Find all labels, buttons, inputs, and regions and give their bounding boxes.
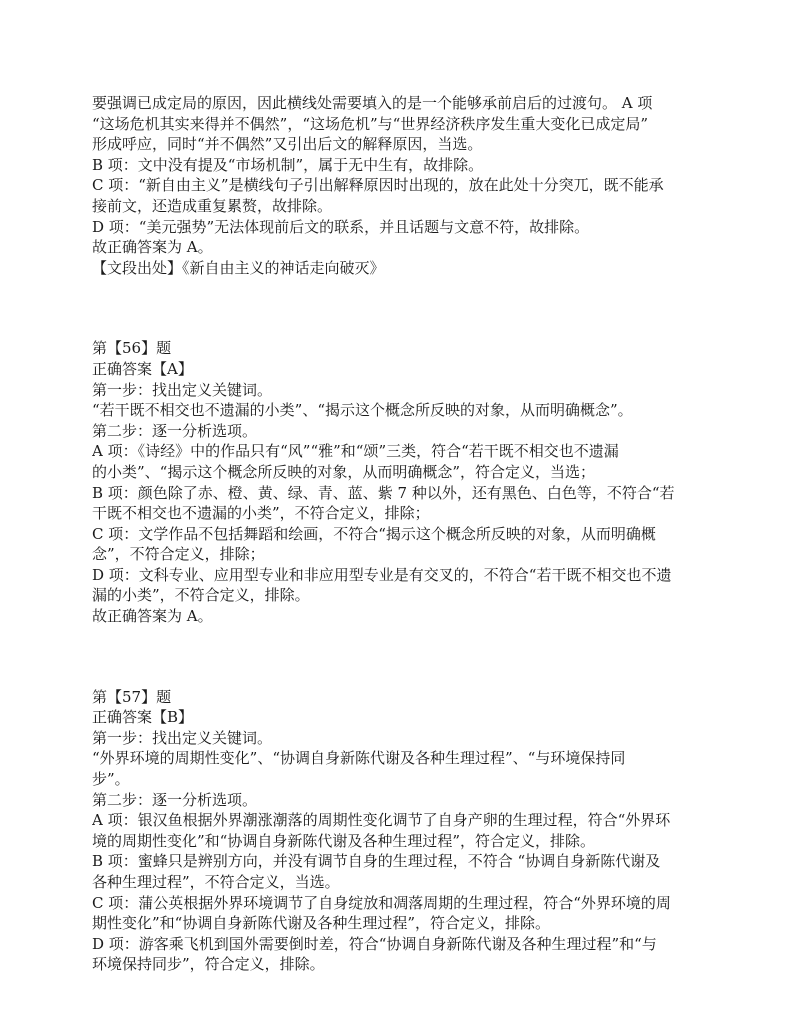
text-line: 漏的小类”，不符合定义，排除。 bbox=[92, 586, 310, 605]
text-line: D 项：“美元强势”无法体现前后文的联系，并且话题与文意不符，故排除。 bbox=[92, 217, 590, 236]
question-title: 第【56】题 bbox=[92, 339, 172, 358]
text-line: 步”。 bbox=[92, 770, 130, 789]
correct-answer: 正确答案【B】 bbox=[92, 708, 194, 727]
text-line: 形成呼应，同时“并不偶然”又引出后文的解释原因，当选。 bbox=[92, 135, 483, 154]
text-line: 故正确答案为 A。 bbox=[92, 238, 213, 257]
text-line: “这场危机其实来得并不偶然”，“这场危机”与“世界经济秩序发生重大变化已成定局” bbox=[92, 114, 649, 133]
text-line: 念”，不符合定义，排除； bbox=[92, 545, 265, 564]
text-line: 的小类”、“揭示这个概念所反映的对象，从而明确概念”，符合定义，当选； bbox=[92, 462, 596, 481]
question-title: 第【57】题 bbox=[92, 687, 172, 706]
text-line: B 项：颜色除了赤、橙、黄、绿、青、蓝、紫 7 种以外，还有黑色、白色等，不符合“若 bbox=[92, 483, 675, 502]
text-line: D 项：游客乘飞机到国外需要倒时差，符合“协调自身新陈代谢及各种生理过程”和“与 bbox=[92, 934, 657, 953]
text-line: 各种生理过程”，不符合定义，当选。 bbox=[92, 873, 340, 891]
text-line: B 项：蜜蜂只是辨别方向，并没有调节自身的生理过程，不符合 “协调自身新陈代谢及 bbox=[92, 852, 661, 871]
text-line: 第二步：逐一分析选项。 bbox=[92, 790, 258, 809]
text-line: 期性变化”和“协调自身新陈代谢及各种生理过程”，符合定义，排除。 bbox=[92, 914, 551, 933]
text-line: A 项：银汉鱼根据外界潮涨潮落的周期性变化调节了自身产卵的生理过程，符合“外界环 bbox=[92, 811, 671, 830]
text-line: “若干既不相交也不遗漏的小类”、“揭示这个概念所反映的对象，从而明确概念”。 bbox=[92, 401, 633, 420]
text-line: 接前文，还造成重复累赘，故排除。 bbox=[92, 196, 333, 215]
document-page bbox=[92, 93, 712, 975]
question-56 bbox=[92, 338, 712, 626]
text-line: 干既不相交也不遗漏的小类”，不符合定义，排除； bbox=[92, 504, 430, 523]
question-57 bbox=[92, 687, 712, 975]
text-line: 境的周期性变化”和“协调自身新陈代谢及各种生理过程”，符合定义，排除。 bbox=[92, 831, 596, 850]
text-line: C 项：文学作品不包括舞蹈和绘画，不符合“揭示这个概念所反映的对象，从而明确概 bbox=[92, 524, 656, 543]
text-line: 第一步：找出定义关键词。 bbox=[92, 728, 273, 747]
text-line: C 项：蒲公英根据外界环境调节了自身绽放和凋落周期的生理过程，符合“外界环境的周 bbox=[92, 893, 671, 912]
text-line: C 项：“新自由主义”是横线句子引出解释原因时出现的，放在此处十分突兀，既不能承 bbox=[92, 176, 664, 195]
text-line: 第二步：逐一分析选项。 bbox=[92, 421, 258, 440]
text-line: “外界环境的周期性变化”、“协调自身新陈代谢及各种生理过程”、“与环境保持同 bbox=[92, 749, 626, 768]
previous-explanation bbox=[92, 93, 712, 278]
text-line: 第一步：找出定义关键词。 bbox=[92, 380, 273, 399]
text-line: B 项：文中没有提及“市场机制”，属于无中生有，故排除。 bbox=[92, 155, 484, 174]
text-line: D 项：文科专业、应用型专业和非应用型专业是有交叉的，不符合“若干既不相交也不遗 bbox=[92, 565, 672, 584]
text-line: 故正确答案为 A。 bbox=[92, 607, 213, 626]
text-line: 环境保持同步”，符合定义，排除。 bbox=[92, 955, 325, 974]
text-line: 要强调已成定局的原因，因此横线处需要填入的是一个能够承前启后的过渡句。 A 项 bbox=[92, 94, 653, 112]
text-line: A 项：《诗经》中的作品只有“风”“雅”和“颂”三类，符合“若干既不相交也不遗漏 bbox=[92, 442, 619, 461]
correct-answer: 正确答案【A】 bbox=[92, 359, 193, 378]
source-citation: 【文段出处】《新自由主义的神话走向破灭》 bbox=[92, 258, 385, 277]
